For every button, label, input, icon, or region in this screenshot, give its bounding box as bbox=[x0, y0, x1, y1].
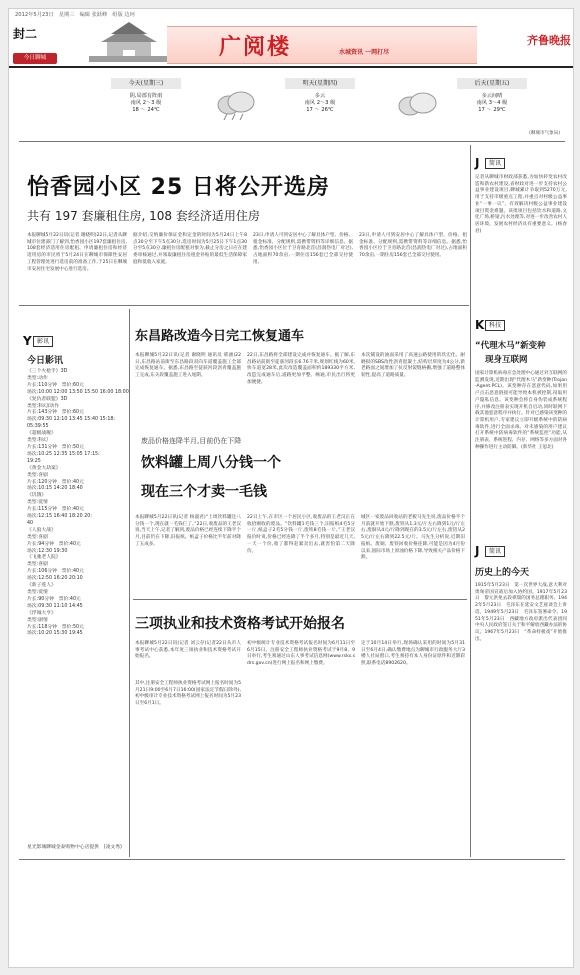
road-body-3: 本次铺设的油面采用了高速公路使用的玖宏化、耐磨损的SBS改性沥青混凝土,结构层厚度为4公分,新老路面之间增加了抗反射裂缝格栅,增强了道路整体韧性,提高了道路质量。 bbox=[361, 353, 465, 379]
section-name: 封二 bbox=[13, 27, 38, 41]
history-body: 1915年5月23日 第一次世界大战,意大利对奥匈帝国宣战后加入协约国。1917年5月23日 黎元洪免去段祺瑞的国务总理职务。1942年5月23日 毛泽东在延安文艺座谈会上讲话。1949年5月23日 毛泽东签署命令。1951年5月23日 西藏地方政府派出代表团同中央人民政府签订关于和平解放西藏办法的协议。1967年5月23日 “革命样板戏”开始推出。 bbox=[475, 583, 567, 642]
tech-headline-2: 现身互联网 bbox=[485, 355, 528, 365]
lead-body-1: 本报聊城5月22日讯(记者 谢晓明)22日,记者从聊城市住建部门了解到,怡香园小区197套廉租住房,108套经济适用住房配租、申请廉租住房和经济适用房的市民将于5月24日在聊城市保障性安居工程管理处进行选房前的准备工作,于25日在聊城市安居住宅发展中心进行选房。 bbox=[27, 233, 127, 272]
tech-badge: K 科技 bbox=[475, 319, 505, 331]
k-mark-icon: K bbox=[475, 318, 485, 332]
can-kicker: 废品价格连降半月,目前仍在下降 bbox=[141, 437, 242, 445]
newspaper-page bbox=[8, 8, 574, 968]
history-badge: J 简讯 bbox=[475, 545, 505, 557]
exam-headline: 三项执业和技术资格考试开始报名 bbox=[135, 616, 345, 632]
film-title: 今日影讯 bbox=[27, 356, 64, 366]
brief-body: 记者从聊城市财政部获悉,为加快转变农村改造和新农村建设,省财政对进一步支持农村公益事业建设项目,聊城累计争取到5270万元,用于支持市级重点工程,并重点对村级公益事业“一事一议”、有效解决村级公益事业建设项目资金难题。该批项目包括饮水和道路,文化广场,桥梁,污水处理等,对进一步改善农村人居环境、发展农村经济具有重要意义。(杨春君) bbox=[475, 175, 567, 234]
issue-info: 2012年5月23日 星期三 编辑 张跃峰 组版 边珂 bbox=[15, 12, 135, 18]
can-body-3: 城区一家废品回收站的老板马先生说,废品价格半个月前就开始下跌,废铁从1.3元/斤左右降到1元/斤左右,废铜从4元/斤降到现在的3.5元/斤左右,废铝从25元/斤左右降到22.5元/斤。马先生分析说,近期旧报纸、废铜、废铁回收价格连降,可能是因为4月份以来,国际市场上原油价格下降,导致相关产品价格下跌。 bbox=[361, 515, 465, 561]
film-listing: 《三个火枪手》3D 类型:动作 片长:110分钟 票价:60元 场次:10:00 12:00 13:50 15:50 16:00 18:00 《复仇者联盟》3D 类型:科幻/动作 片长:143分钟 票价:60元 场次:09:30 12:10 13:45 15:40 15:18: 05:39:55 《超级战舰》 类型:科幻 片长:131分钟 票价:50元 场次:10:25 12:35 15:05 17:15: 19:25 《黄金大劫案》 类型:喜剧 片长:120分钟 票价:40元 场次:10:15 14:20 18:40 《饥饿》 类型:爱情 片长:115分钟 票价:40元 场次:12:15 16:40 18:20 20: 40 《人狼大战》 类型:喜剧 片长:94分钟 票价:40元 场次:12:30 19:30 《飞驰老人院》 类型:喜剧 片长:106分钟 票价:40元 场次:12:50 16:20 20:10 《新子莲人》 类型:爱情 片长:90分钟 票价:40元 场次:09:30 11:10 14:45 《浮城大亨》 类型:剧情 片长:118分钟 票价:50元 场次:10:20 15:30 19:45 bbox=[27, 369, 129, 637]
column-rule bbox=[470, 145, 471, 857]
weather-desc-today: 阴,局部有阵雨 南风 2～3 级 18 ～ 24℃ bbox=[129, 93, 163, 113]
city-silhouette-icon bbox=[89, 22, 169, 66]
exam-body-1: 本报聊城5月22日讯(记者 刘云存)记者22日从市人事考试中心获悉,本年度三项执业和技术资格考试开始报名。 bbox=[135, 641, 241, 660]
weather-day-today: 今天(星期三) bbox=[111, 78, 181, 89]
page-header bbox=[9, 22, 574, 68]
film-source: 星光影城聊城金泰购物中心店提供 (凌文秀) bbox=[27, 845, 122, 850]
exam-body-3: 初中级统计专业技术资格考试报名时间为6月11日至6月15日。注册安全工程师执业资格考试于9月8、9日举行,考生须通过山东人事考试信息网(www.rsks.sdrs.gov.cn)进行网上报名和网上缴费。 bbox=[247, 641, 355, 667]
j-mark-icon: J bbox=[475, 544, 480, 558]
column-rule bbox=[129, 309, 130, 857]
j-mark-icon: J bbox=[475, 156, 480, 170]
weather-day-after: 后天(星期五) bbox=[457, 78, 527, 89]
daily-label: 今日聊城 bbox=[13, 53, 57, 64]
column-slogan: 水城资讯 一网打尽 bbox=[339, 49, 390, 56]
lead-body-2: 据介绍,交纳廉价保证金和定金的时间为5月24日上午8点30分至下午5点30分,选房时间为5月25日下午1点30分至5点30分,廉租住房配租对象为,截止分房之日应在建委审核通过,并领取廉租住房租金补贴的最低生活保障家庭和低收入家庭。 bbox=[133, 233, 247, 265]
road-body-1: 本报聊城5月22日讯(记者 谢晓明 通讯员 邢涵)22日,东昌路站前街至东昌路段双向车道覆盖施工全部完成恢复通车。据悉,东昌路至徒骇河段沥青覆盖施工完成,东关段覆盖施工进入尾期。 bbox=[135, 353, 241, 379]
exam-body-4: 定于10月14日举行,现场确认采用的时间为5月31日至6月4日,确认缴费地点为聊城市行政服务大厅3楼人社局窗口,考生须持有本人身份证原件和近期彩照,联系电话8902620。 bbox=[361, 641, 465, 667]
can-body-2: 22日上午,在市区一个居民小区,收废品的王老汉正在收拾刚收的废品。“饮料罐1毛钱三个,旧报纸4毛5分一斤,纸盒子2毛5分钱一斤,废铁8毛钱一斤。”王老汉报价时说,价格已经连降了半个多月,特别是最近几天,一天一个价,收了都得赶紧卖出去,就害怕第二天降价。 bbox=[247, 515, 355, 554]
lead-headline: 怡香园小区 25 日将公开选房 bbox=[27, 175, 330, 200]
history-title: 历史上的今天 bbox=[475, 568, 530, 578]
lead-body-3: 23日,申请人可到安居中心了解具体户型、价格、租金标准、分配规则,需携带资料等详细信息。据悉,怡香园小区位于卫育路北首(昌润热电厂对过),占地面积70余亩,一期住房156套已全部交付使用。 bbox=[253, 233, 353, 265]
road-headline: 东昌路改造今日完工恢复通车 bbox=[135, 329, 305, 344]
tech-body: 国家计算机病毒应急处理中心通过对互联网的监测发现,近期出现“代理木马”新变种(Trojan-Agent.PCL)。该变种存在恶意代码,如果用户点击恶意链接可能导致本机被控制,窃取用户隐私信息。该变种会将自身伪装成系统程序,并修改注册表实现开机自启动,同时联网下载其他恶意程序并执行。针对已感染该变种的计算机用户,专家建议立即升级系统中的防病毒软件,进行全面杀毒。对未感染的用户建议打开系统中防病毒软件的“系统监控”功能,从注册表、系统进程、内存、网络等多方面对各种操作进行主动防御。(新华社 王思北) bbox=[475, 371, 567, 450]
brief-badge: J 简讯 bbox=[475, 157, 505, 169]
weather-source: (聊城市气象局) bbox=[529, 131, 561, 136]
can-headline-2: 现在三个才卖一毛钱 bbox=[141, 484, 267, 500]
can-body-1: 本报聊城5月22日讯(记者 杨淑君)“上周饮料罐还八分钱一个,现在就一毛钱仨了。”22日,收废品的王老汉说,当天上午,记者了解到,废品价格已经连续下降半个月,目前仍在下降,旧报纸、纸盒子价格比半年前对降了五成多。 bbox=[135, 515, 241, 547]
divider bbox=[19, 141, 565, 142]
y-mark-icon: Y bbox=[23, 334, 32, 348]
column-banner bbox=[167, 26, 477, 64]
divider bbox=[19, 305, 469, 306]
cloudy-icon bbox=[394, 89, 440, 119]
column-title: 广阅楼 bbox=[219, 34, 292, 60]
exam-body-2: 其中,注册安全工程师执业资格考试网上报名时间为5月21日9:00至6月7日16:00(国家法定节假日除外),初中级审计专业技术资格考试网上报名时间为5月23日至6月1日。 bbox=[135, 681, 241, 707]
cloud-rain-icon bbox=[213, 89, 259, 121]
lead-subheadline: 共有 197 套廉租住房, 108 套经济适用住房 bbox=[27, 209, 260, 223]
can-headline-1: 饮料罐上周八分钱一个 bbox=[141, 455, 281, 471]
tech-headline-1: “代理木马”新变种 bbox=[475, 341, 546, 351]
weather-desc-after: 多云间晴 南风 3～4 级 17 ～ 29℃ bbox=[476, 93, 508, 113]
newspaper-logo: 齐鲁晚报 bbox=[527, 34, 571, 47]
film-badge: Y 影讯 bbox=[23, 335, 53, 347]
weather-day-tomorrow: 明天(星期四) bbox=[285, 78, 355, 89]
divider bbox=[19, 859, 565, 860]
divider bbox=[133, 599, 467, 600]
road-body-2: 22日,东昌路将全部建设完成并恢复通车。据了解,东昌路站前街至徒骇河段长6.76千米,规划红线为60米,快车道宽28米,此次改造覆盖面积约189330平方米,改造完成通车后,道路更加平整、畅通,市民出行将更加便捷。 bbox=[247, 353, 355, 385]
weather-desc-tomorrow: 多云 南风 2～3 级 17 ～ 26℃ bbox=[304, 93, 336, 113]
lead-body-4: 23日,申请人可到安居中心了解具体户型、价格、租金标准、分配规则,需携带资料等详细信息。据悉,怡香园小区位于卫育路北首(昌润热电厂对过),占地面积70余亩,一期住房156套已全部交付使用。 bbox=[359, 233, 467, 259]
